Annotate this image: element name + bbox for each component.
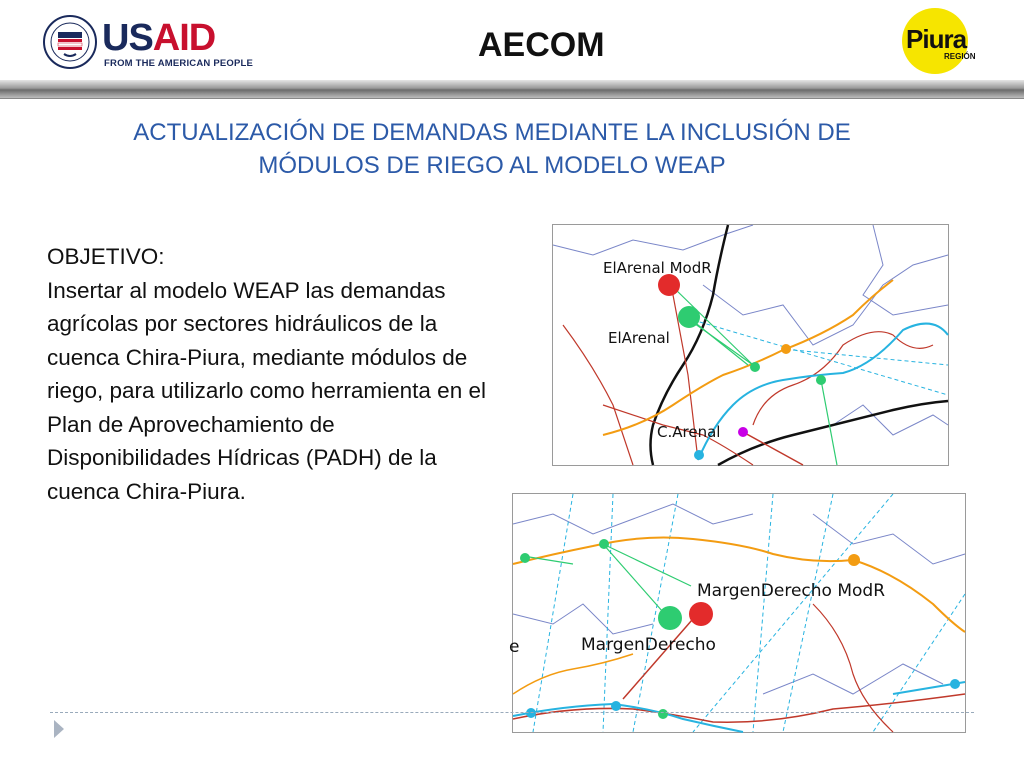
map-margenderecho-canvas (509, 494, 965, 732)
objective-text-block (47, 240, 487, 508)
piura-region-logo (896, 8, 986, 74)
map-river-node (694, 450, 704, 460)
slide-header (0, 0, 1024, 80)
objective-paragraph: Insertar al modelo WEAP las demandas agrícolas por sectores hidráulicos de la cuenca Chira-Piura, mediante módulos de riego, para utilizarlo como herramienta en el Plan de Aprovechamiento de Disponibilidades Hídricas (PADH) de la cuenca Chira-Piura. (47, 277, 486, 504)
map-transmission-line (513, 694, 965, 722)
map-dashed-link (533, 494, 573, 732)
map-canal-node (848, 554, 860, 566)
header-divider-bar (0, 80, 1024, 99)
map-demand-link (603, 544, 691, 586)
usaid-word-aid: AID (152, 17, 216, 59)
carenal-node (738, 427, 748, 437)
map-boundary-line (813, 514, 965, 564)
slide-nav-arrow-icon (52, 718, 66, 740)
map-junction-node (816, 375, 826, 385)
margenderecho-modr-node (689, 602, 713, 626)
usaid-wordmark (102, 18, 215, 58)
map-junction-node (750, 362, 760, 372)
map-river-node (950, 679, 960, 689)
map-boundary-line (513, 504, 753, 534)
map-junction-node (599, 539, 609, 549)
carenal-label: C.Arenal (657, 423, 721, 441)
map-dashed-link (783, 494, 833, 732)
slide-title-line-2: MÓDULOS DE RIEGO AL MODELO WEAP (258, 152, 726, 179)
map-dashed-link (793, 350, 948, 365)
map-boundary-line (513, 604, 653, 634)
footer-divider (50, 712, 974, 713)
map-junction-node (520, 553, 530, 563)
map-transmission-line (753, 332, 933, 425)
usaid-tagline: FROM THE AMERICAN PEOPLE (104, 58, 254, 69)
map-main-road (718, 401, 948, 465)
margenderecho-label: MargenDerecho (581, 635, 716, 655)
elarenal-label: ElArenal (608, 329, 670, 347)
piura-wordmark: Piura (906, 24, 967, 54)
map-elarenal-canvas (553, 225, 948, 465)
slide-title-line-1: ACTUALIZACIÓN DE DEMANDAS MEDIANTE LA INCLUSIÓN DE (133, 119, 851, 146)
map-demand-link (603, 544, 663, 612)
map-demand-link (821, 380, 837, 465)
map-edge-label: e (509, 637, 520, 657)
map-river-node (526, 708, 536, 718)
slide-title (60, 116, 924, 182)
map-junction-node (658, 709, 668, 719)
map-river-node (611, 701, 621, 711)
map-margenderecho (509, 493, 966, 733)
map-canal (513, 654, 633, 694)
usaid-seal-icon (42, 14, 98, 70)
piura-region-label: REGIÓN (944, 52, 976, 61)
elarenal-modr-label: ElArenal ModR (603, 259, 712, 277)
elarenal-demand-node (678, 306, 700, 328)
map-canal (603, 280, 893, 435)
aecom-logo: AECOM (478, 26, 605, 64)
objective-heading: OBJETIVO: (47, 244, 165, 269)
usaid-logo (42, 14, 254, 74)
usaid-word-us: US (102, 17, 153, 59)
margenderecho-demand-node (658, 606, 682, 630)
map-canal-node (781, 344, 791, 354)
margenderecho-modr-label: MargenDerecho ModR (697, 581, 886, 601)
map-dashed-link (753, 494, 773, 732)
elarenal-modr-node (658, 274, 680, 296)
map-elarenal (552, 224, 949, 466)
